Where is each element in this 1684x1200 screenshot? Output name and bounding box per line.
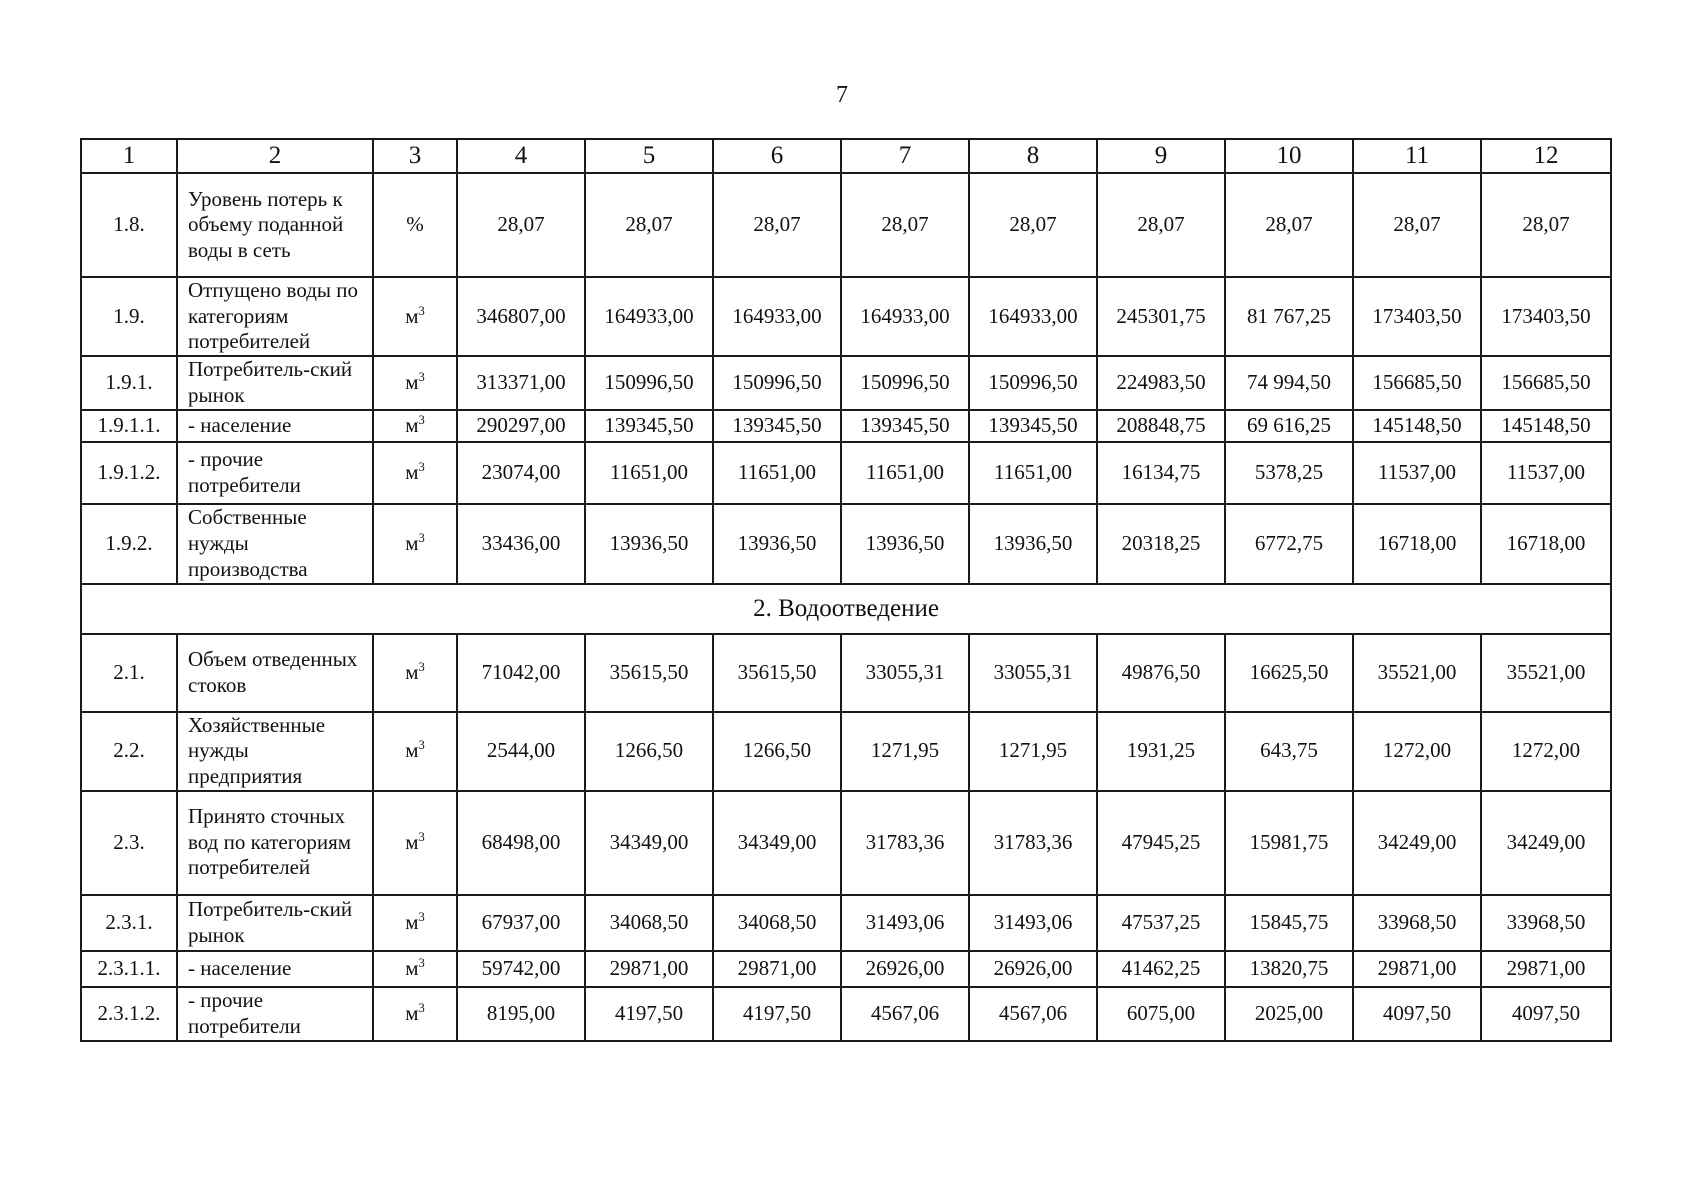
unit-exponent: 3 [418,303,425,318]
row-number: 1.9.1.2. [81,442,177,504]
value-cell: 26926,00 [841,951,969,987]
header-cell: 5 [585,139,713,173]
unit-exponent: 3 [418,531,425,546]
value-cell: 69 616,25 [1225,410,1353,442]
value-cell: 11651,00 [969,442,1097,504]
value-cell: 28,07 [969,173,1097,277]
value-cell: 139345,50 [969,410,1097,442]
value-cell: 28,07 [713,173,841,277]
unit-base: м [405,829,419,854]
header-row [81,139,1611,173]
header-cell: 7 [841,139,969,173]
value-cell: 33968,50 [1481,895,1611,951]
value-cell: 34068,50 [713,895,841,951]
unit-exponent: 3 [418,370,425,385]
row-number: 1.9. [81,277,177,356]
value-cell: 313371,00 [457,356,585,410]
row-unit [373,442,457,504]
row-unit: % [373,173,457,277]
row-number: 2.1. [81,634,177,712]
table-row [81,173,1611,277]
row-name: Принято сточных вод по категориям потребителей [177,791,373,895]
table-row [81,634,1611,712]
row-unit [373,410,457,442]
value-cell: 4097,50 [1353,987,1481,1041]
value-cell: 11651,00 [585,442,713,504]
value-cell: 34249,00 [1353,791,1481,895]
unit-base: м [405,955,419,980]
value-cell: 20318,25 [1097,504,1225,584]
unit-exponent: 3 [418,829,425,844]
value-cell: 13936,50 [585,504,713,584]
unit-exponent: 3 [418,738,425,753]
value-cell: 29871,00 [1481,951,1611,987]
value-cell: 28,07 [585,173,713,277]
value-cell: 150996,50 [585,356,713,410]
header-cell: 3 [373,139,457,173]
value-cell: 13936,50 [713,504,841,584]
value-cell: 139345,50 [841,410,969,442]
value-cell: 1272,00 [1481,712,1611,791]
value-cell: 150996,50 [841,356,969,410]
value-cell: 34249,00 [1481,791,1611,895]
value-cell: 4197,50 [585,987,713,1041]
value-cell: 29871,00 [713,951,841,987]
value-cell: 26926,00 [969,951,1097,987]
value-cell: 31493,06 [841,895,969,951]
value-cell: 224983,50 [1097,356,1225,410]
unit-exponent: 3 [418,909,425,924]
value-cell: 28,07 [841,173,969,277]
row-number: 1.9.1.1. [81,410,177,442]
value-cell: 68498,00 [457,791,585,895]
row-unit [373,951,457,987]
header-cell: 1 [81,139,177,173]
value-cell: 47537,25 [1097,895,1225,951]
header-cell: 4 [457,139,585,173]
value-cell: 11537,00 [1353,442,1481,504]
value-cell: 150996,50 [969,356,1097,410]
value-cell: 41462,25 [1097,951,1225,987]
value-cell: 31783,36 [969,791,1097,895]
value-cell: 156685,50 [1481,356,1611,410]
value-cell: 1266,50 [713,712,841,791]
value-cell: 1272,00 [1353,712,1481,791]
value-cell: 1931,25 [1097,712,1225,791]
value-cell: 33055,31 [841,634,969,712]
value-cell: 15981,75 [1225,791,1353,895]
table-row [81,712,1611,791]
value-cell: 8195,00 [457,987,585,1041]
table-row [81,410,1611,442]
unit-base: м [405,460,419,485]
row-number: 2.3.1.2. [81,987,177,1041]
value-cell: 35615,50 [585,634,713,712]
unit-base: м [405,413,419,438]
value-cell: 2025,00 [1225,987,1353,1041]
value-cell: 156685,50 [1353,356,1481,410]
header-cell: 9 [1097,139,1225,173]
row-unit [373,504,457,584]
value-cell: 11651,00 [841,442,969,504]
value-cell: 67937,00 [457,895,585,951]
row-unit [373,712,457,791]
table-body-water-supply [81,173,1611,584]
value-cell: 35521,00 [1353,634,1481,712]
value-cell: 11537,00 [1481,442,1611,504]
row-unit [373,987,457,1041]
value-cell: 34349,00 [713,791,841,895]
row-number: 2.3.1.1. [81,951,177,987]
value-cell: 16718,00 [1481,504,1611,584]
value-cell: 28,07 [1225,173,1353,277]
row-name: Потребитель-ский рынок [177,356,373,410]
row-unit [373,791,457,895]
value-cell: 16625,50 [1225,634,1353,712]
value-cell: 47945,25 [1097,791,1225,895]
row-name: - прочие потребители [177,442,373,504]
row-unit [373,634,457,712]
row-unit [373,356,457,410]
row-number: 2.3.1. [81,895,177,951]
value-cell: 31783,36 [841,791,969,895]
value-cell: 145148,50 [1353,410,1481,442]
header-cell: 6 [713,139,841,173]
unit-base: м [405,738,419,763]
value-cell: 164933,00 [841,277,969,356]
unit-exponent: 3 [418,660,425,675]
row-name: Потребитель-ский рынок [177,895,373,951]
value-cell: 28,07 [1481,173,1611,277]
table-row [81,356,1611,410]
value-cell: 1271,95 [841,712,969,791]
value-cell: 15845,75 [1225,895,1353,951]
value-cell: 29871,00 [1353,951,1481,987]
value-cell: 139345,50 [585,410,713,442]
unit-exponent: 3 [418,413,425,428]
value-cell: 4567,06 [841,987,969,1041]
value-cell: 16134,75 [1097,442,1225,504]
value-cell: 34349,00 [585,791,713,895]
value-cell: 4097,50 [1481,987,1611,1041]
table-row [81,895,1611,951]
table-row [81,987,1611,1041]
value-cell: 13936,50 [841,504,969,584]
header-cell: 10 [1225,139,1353,173]
row-unit [373,895,457,951]
value-cell: 35615,50 [713,634,841,712]
value-cell: 643,75 [1225,712,1353,791]
value-cell: 164933,00 [713,277,841,356]
row-name: - прочие потребители [177,987,373,1041]
value-cell: 81 767,25 [1225,277,1353,356]
value-cell: 139345,50 [713,410,841,442]
unit-base: м [405,303,419,328]
value-cell: 13820,75 [1225,951,1353,987]
value-cell: 4197,50 [713,987,841,1041]
table-row [81,951,1611,987]
value-cell: 6075,00 [1097,987,1225,1041]
value-cell: 31493,06 [969,895,1097,951]
row-name: Хозяйственные нужды предприятия [177,712,373,791]
row-number: 2.3. [81,791,177,895]
value-cell: 173403,50 [1353,277,1481,356]
row-name: - население [177,410,373,442]
data-table [80,138,1612,1042]
value-cell: 16718,00 [1353,504,1481,584]
value-cell: 5378,25 [1225,442,1353,504]
unit-base: м [405,370,419,395]
table-body-drainage [81,634,1611,1041]
header-cell: 11 [1353,139,1481,173]
value-cell: 208848,75 [1097,410,1225,442]
table-row [81,504,1611,584]
value-cell: 33055,31 [969,634,1097,712]
unit-exponent: 3 [418,1000,425,1015]
table-row [81,277,1611,356]
value-cell: 49876,50 [1097,634,1225,712]
value-cell: 33436,00 [457,504,585,584]
value-cell: 13936,50 [969,504,1097,584]
value-cell: 164933,00 [969,277,1097,356]
unit-base: м [405,531,419,556]
row-number: 2.2. [81,712,177,791]
unit-exponent: 3 [418,955,425,970]
value-cell: 23074,00 [457,442,585,504]
value-cell: 28,07 [1353,173,1481,277]
section-row-group [81,584,1611,634]
value-cell: 33968,50 [1353,895,1481,951]
unit-base: м [405,909,419,934]
row-number: 1.8. [81,173,177,277]
value-cell: 2544,00 [457,712,585,791]
value-cell: 71042,00 [457,634,585,712]
value-cell: 6772,75 [1225,504,1353,584]
value-cell: 59742,00 [457,951,585,987]
value-cell: 245301,75 [1097,277,1225,356]
value-cell: 29871,00 [585,951,713,987]
value-cell: 4567,06 [969,987,1097,1041]
row-number: 1.9.1. [81,356,177,410]
value-cell: 35521,00 [1481,634,1611,712]
page-number: 7 [836,82,848,108]
row-name: Отпущено воды по категориям потребителей [177,277,373,356]
value-cell: 11651,00 [713,442,841,504]
unit-base: м [405,1000,419,1025]
table-row [81,442,1611,504]
unit-exponent: 3 [418,460,425,475]
value-cell: 74 994,50 [1225,356,1353,410]
row-name: Объем отведенных стоков [177,634,373,712]
table-row [81,791,1611,895]
row-name: - население [177,951,373,987]
row-unit [373,277,457,356]
value-cell: 164933,00 [585,277,713,356]
value-cell: 290297,00 [457,410,585,442]
section-title: 2. Водоотведение [81,584,1611,634]
row-name: Уровень потерь к объему поданной воды в сеть [177,173,373,277]
value-cell: 346807,00 [457,277,585,356]
value-cell: 150996,50 [713,356,841,410]
header-cell: 2 [177,139,373,173]
section-row [81,584,1611,634]
value-cell: 34068,50 [585,895,713,951]
value-cell: 173403,50 [1481,277,1611,356]
value-cell: 145148,50 [1481,410,1611,442]
header-cell: 8 [969,139,1097,173]
value-cell: 28,07 [457,173,585,277]
unit-base: м [405,660,419,685]
value-cell: 1271,95 [969,712,1097,791]
header-cell: 12 [1481,139,1611,173]
value-cell: 1266,50 [585,712,713,791]
row-number: 1.9.2. [81,504,177,584]
value-cell: 28,07 [1097,173,1225,277]
row-name: Собственные нужды производства [177,504,373,584]
